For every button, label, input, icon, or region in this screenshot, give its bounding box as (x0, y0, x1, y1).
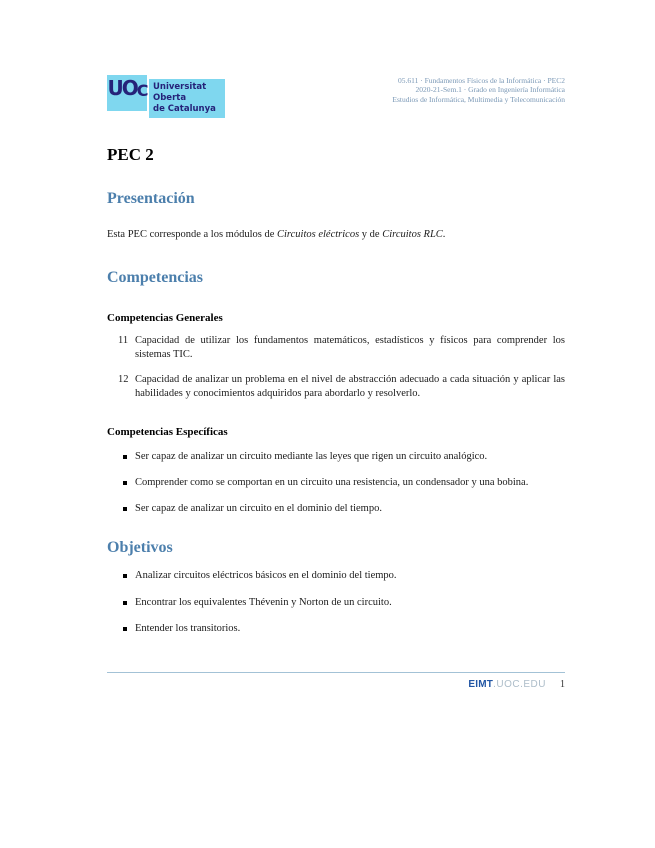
bullet-icon (123, 507, 127, 511)
item-number: 11 (118, 335, 129, 347)
module-name-italic: Circuitos RLC (382, 229, 443, 240)
uoc-logo (107, 75, 225, 118)
page-footer (107, 672, 565, 690)
logo-letter: U (107, 76, 122, 100)
course-info (392, 76, 565, 104)
numbered-item (107, 334, 565, 362)
bullet-list-item (107, 450, 565, 464)
presentacion-paragraph (107, 228, 565, 242)
course-line-3: Estudios de Informática, Multimedia y Telecomunicación (392, 94, 565, 104)
bullet-icon (123, 627, 127, 631)
item-number: 12 (118, 373, 129, 385)
bullet-list-item (107, 622, 565, 636)
uoc-logo-text (149, 79, 225, 118)
item-text: Comprender como se comportan en un circuito una resistencia, un condensador y una bobina. (135, 477, 529, 489)
item-text: Ser capaz de analizar un circuito mediante las leyes que rigen un circuito analógico. (135, 450, 488, 462)
subheading-competencias-generales: Competencias Generales (107, 312, 223, 325)
module-name-italic: Circuitos eléctricos (277, 229, 360, 240)
bullet-list-item (107, 596, 565, 610)
item-text: Entender los transitorios. (135, 622, 241, 634)
footer-divider (107, 672, 565, 673)
page-header (107, 75, 565, 115)
uoc-logo-mark-icon (107, 75, 147, 111)
footer-brand-eimt: EIMT (468, 679, 494, 690)
footer-brand-domain: .UOC.EDU (493, 679, 546, 690)
paragraph-text: Esta PEC corresponde a los módulos de (107, 229, 278, 240)
heading-objetivos: Objetivos (107, 539, 173, 557)
bullet-list-item (107, 476, 565, 490)
item-text: Capacidad de analizar un problema en el nivel de abstracción adecuado a cada situación y aplicar las habilidades y conocimientos adquiridos para abordarlo y resolverlo. (135, 373, 565, 399)
footer-row (107, 679, 565, 690)
item-text: Capacidad de utilizar los fundamentos matemáticos, estadísticos y físicos para comprender los sistemas TIC. (135, 335, 565, 361)
paragraph-text: . (442, 229, 446, 240)
item-text: Ser capaz de analizar un circuito en el dominio del tiempo. (135, 503, 382, 515)
bullet-icon (123, 601, 127, 605)
item-text: Analizar circuitos eléctricos básicos en el dominio del tiempo. (135, 570, 397, 582)
course-line-1: 05.611 · Fundamentos Físicos de la Informática · PEC2 (398, 76, 565, 85)
document-title: PEC 2 (107, 145, 154, 164)
heading-presentacion: Presentación (107, 190, 195, 207)
logo-letter: O (121, 76, 137, 100)
course-line-2: 2020-21-Sem.1 · Grado en Ingeniería Informática (415, 85, 565, 95)
page-content (107, 75, 565, 636)
bullet-list-item (107, 569, 565, 583)
heading-competencias: Competencias (107, 269, 203, 287)
page-number: 1 (560, 679, 565, 690)
numbered-item (107, 373, 565, 401)
bullet-list-item (107, 502, 565, 516)
bullet-icon (123, 574, 127, 578)
item-text: Encontrar los equivalentes Thévenin y Norton de un circuito. (135, 596, 392, 608)
logo-name-line2: de Catalunya (153, 104, 216, 115)
paragraph-text: y de (359, 229, 383, 240)
logo-letter: C (136, 81, 147, 100)
logo-name-line1: Universitat Oberta (153, 82, 207, 104)
bullet-icon (123, 481, 127, 485)
bullet-icon (123, 455, 127, 459)
subheading-competencias-especificas: Competencias Específicas (107, 425, 228, 438)
